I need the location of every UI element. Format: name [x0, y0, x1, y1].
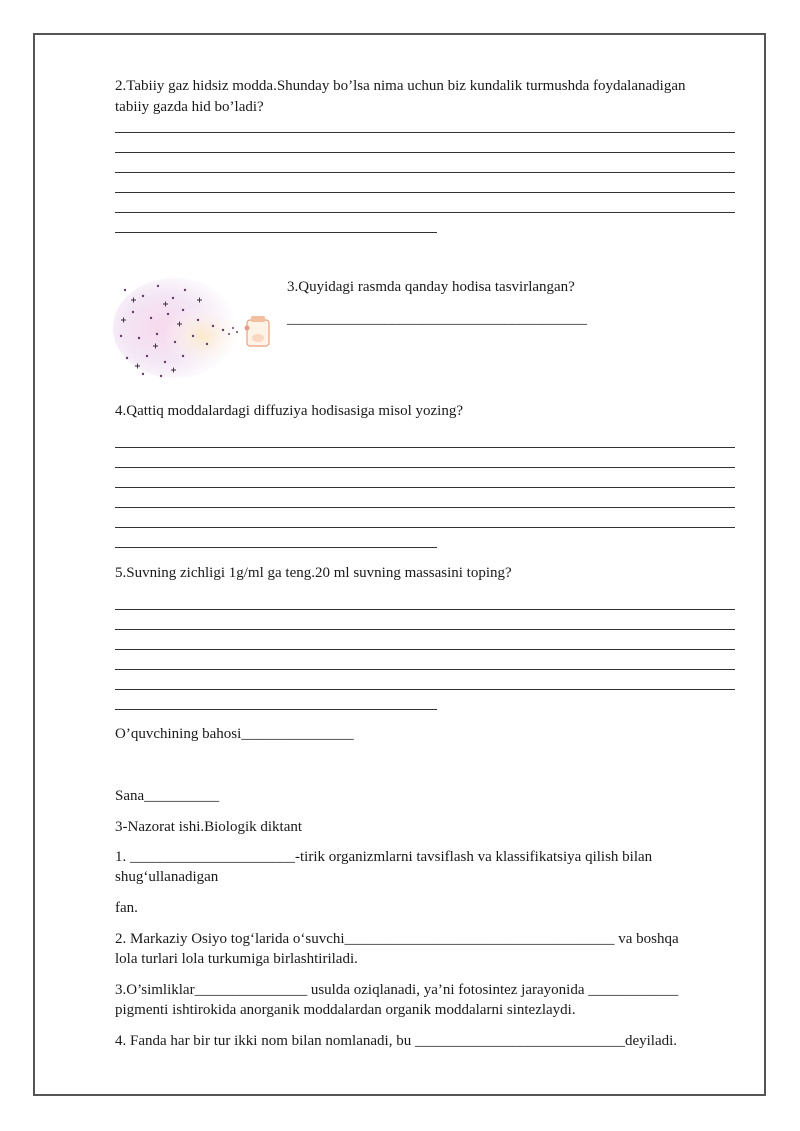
answer-line[interactable]	[115, 629, 735, 630]
dictation-item-1-end: fan.	[115, 900, 138, 916]
perfume-diffusion-illustration	[113, 276, 276, 384]
dictation-item-2-cont: lola turlari lola turkumiga birlashtiriladi.	[115, 951, 358, 967]
answer-line[interactable]	[115, 192, 735, 193]
answer-line[interactable]	[115, 709, 437, 710]
answer-line[interactable]	[115, 507, 735, 508]
dictation-item-1[interactable]: 1. ______________________-tirik organizmlarni tavsiflash va klassifikatsiya qilish bilan	[115, 849, 653, 865]
answer-line[interactable]	[115, 232, 437, 233]
dictation-title: 3-Nazorat ishi.Biologik diktant	[115, 819, 303, 835]
dictation-item-4[interactable]: 4. Fanda har bir tur ikki nom bilan nomlanadi, bu ____________________________deyiladi.	[115, 1033, 678, 1049]
question-2-text-cont: tabiiy gazda hid bo’ladi?	[115, 99, 264, 115]
dictation-item-3-cont: pigmenti ishtirokida anorganik moddalardan organik moddalarni sintezlaydi.	[115, 1002, 576, 1018]
question-5-text: 5.Suvning zichligi 1g/ml ga teng.20 ml suvning massasini toping?	[115, 565, 512, 581]
answer-line[interactable]	[115, 649, 735, 650]
answer-line[interactable]	[115, 152, 735, 153]
answer-line[interactable]	[115, 447, 735, 448]
question-3-answer-blank[interactable]: ________________________________________	[287, 311, 587, 327]
answer-line[interactable]	[115, 487, 735, 488]
question-2-text: 2.Tabiiy gaz hidsiz modda.Shunday bo’lsa nima uchun biz kundalik turmushda foydalanadigan	[115, 78, 686, 94]
answer-line[interactable]	[115, 669, 735, 670]
answer-line[interactable]	[115, 547, 437, 548]
answer-line[interactable]	[115, 609, 735, 610]
answer-line[interactable]	[115, 689, 735, 690]
student-grade-field[interactable]: O’quvchining bahosi_______________	[115, 726, 354, 742]
question-4-text: 4.Qattiq moddalardagi diffuziya hodisasiga misol yozing?	[115, 403, 463, 419]
answer-line[interactable]	[115, 172, 735, 173]
answer-line[interactable]	[115, 212, 735, 213]
question-3-text: 3.Quyidagi rasmda qanday hodisa tasvirlangan?	[287, 279, 575, 295]
answer-line[interactable]	[115, 527, 735, 528]
dictation-item-2[interactable]: 2. Markaziy Osiyo tog‘larida o‘suvchi____________________________________ va boshqa	[115, 931, 679, 947]
dictation-item-1-cont: shug‘ullanadigan	[115, 869, 219, 885]
answer-line[interactable]	[115, 467, 735, 468]
date-field[interactable]: Sana__________	[115, 788, 220, 804]
answer-line[interactable]	[115, 132, 735, 133]
dictation-item-3[interactable]: 3.O’simliklar_______________ usulda oziqlanadi, ya’ni fotosintez jarayonida ____________	[115, 982, 679, 998]
